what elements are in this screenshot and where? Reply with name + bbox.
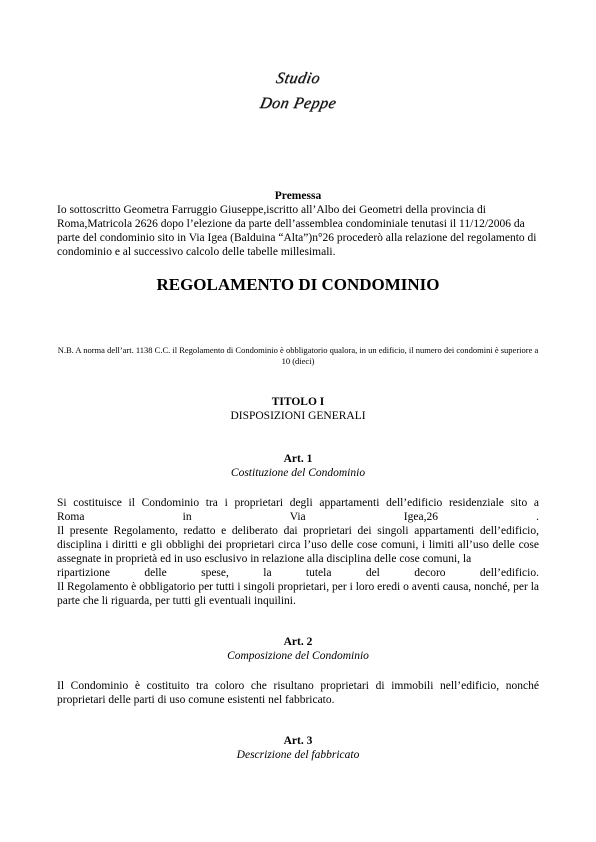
art1-subheading: Costituzione del Condominio — [230, 467, 366, 479]
art1-word: . — [536, 511, 539, 523]
nb-note: N.B. A norma dell’art. 1138 C.C. il Regolamento di Condominio è obbligatorio qualora, in un edificio, il numero dei condomini è superiore a 10 (dieci) — [57, 345, 539, 366]
art1-word: Igea,26 — [403, 511, 438, 523]
art3-subheading: Descrizione del fabbricato — [236, 749, 360, 761]
art1-word2: dell’edificio. — [479, 567, 539, 579]
art1-word2: ripartizione — [57, 567, 111, 579]
art1-paragraph3: Il Regolamento è obbligatorio per tutti i singoli proprietari, per i loro eredi o aventi causa, nonché, per la parte che li riguarda, per tutti gli eventuali inquilini. — [57, 581, 539, 607]
premessa-text: Io sottoscritto Geometra Farruggio Giuseppe,iscritto all’Albo dei Geometri della provincia di Roma,Matricola 2626 dopo l’elezione da parte dell’assemblea condominiale tenutasi il 11/12/2006 da parte del condominio sito in Via Igea (Balduina “Alta”)n°26 procederò alla relazione del regolamento di condominio e al successivo calcolo delle tabelle millesimali. — [57, 204, 537, 258]
art2-heading: Art. 2 — [283, 636, 313, 648]
titolo-subheading: DISPOSIZIONI GENERALI — [230, 410, 366, 422]
art1-heading: Art. 1 — [283, 453, 313, 465]
art1-address-line — [57, 510, 539, 524]
art1-word: Roma — [57, 511, 85, 523]
art1-word: Via — [289, 511, 306, 523]
art1-word2: spese, — [201, 567, 229, 579]
studio-logo-line1: Studio — [274, 70, 322, 87]
premessa-title: Premessa — [274, 190, 322, 202]
art1-word2: la — [263, 567, 272, 579]
art1-line1: Si costituisce il Condominio tra i proprietari degli appartamenti dell’edificio residenziale sito a — [57, 497, 539, 509]
art1-word2: delle — [144, 567, 167, 579]
art1-word2: del — [365, 567, 380, 579]
art2-text: Il Condominio è costituito tra coloro che risultano proprietari di immobili nell’edificio, nonché proprietari delle parti di uso comune esistenti nel fabbricato. — [57, 680, 539, 706]
art1-word: in — [182, 511, 192, 523]
main-title: REGOLAMENTO DI CONDOMINIO — [156, 275, 440, 294]
titolo-heading: TITOLO I — [271, 396, 325, 408]
art1-paragraph2: Il presente Regolamento, redatto e deliberato dai proprietari dei singoli appartamenti dell’edificio, disciplina i diritti e gli obblighi dei proprietari circa l’uso delle cose comuni, i limiti all’uso delle cose assegnate in proprietà ed in uso esclusivo in relazione alla disciplina delle cose comuni, la — [57, 525, 539, 565]
art3-heading: Art. 3 — [283, 735, 313, 747]
art2-subheading: Composizione del Condominio — [227, 650, 369, 662]
studio-logo-line2: Don Peppe — [258, 95, 338, 112]
art1-spread-line — [57, 566, 539, 580]
art1-word2: tutela — [305, 567, 332, 579]
art1-word2: decoro — [414, 567, 446, 579]
